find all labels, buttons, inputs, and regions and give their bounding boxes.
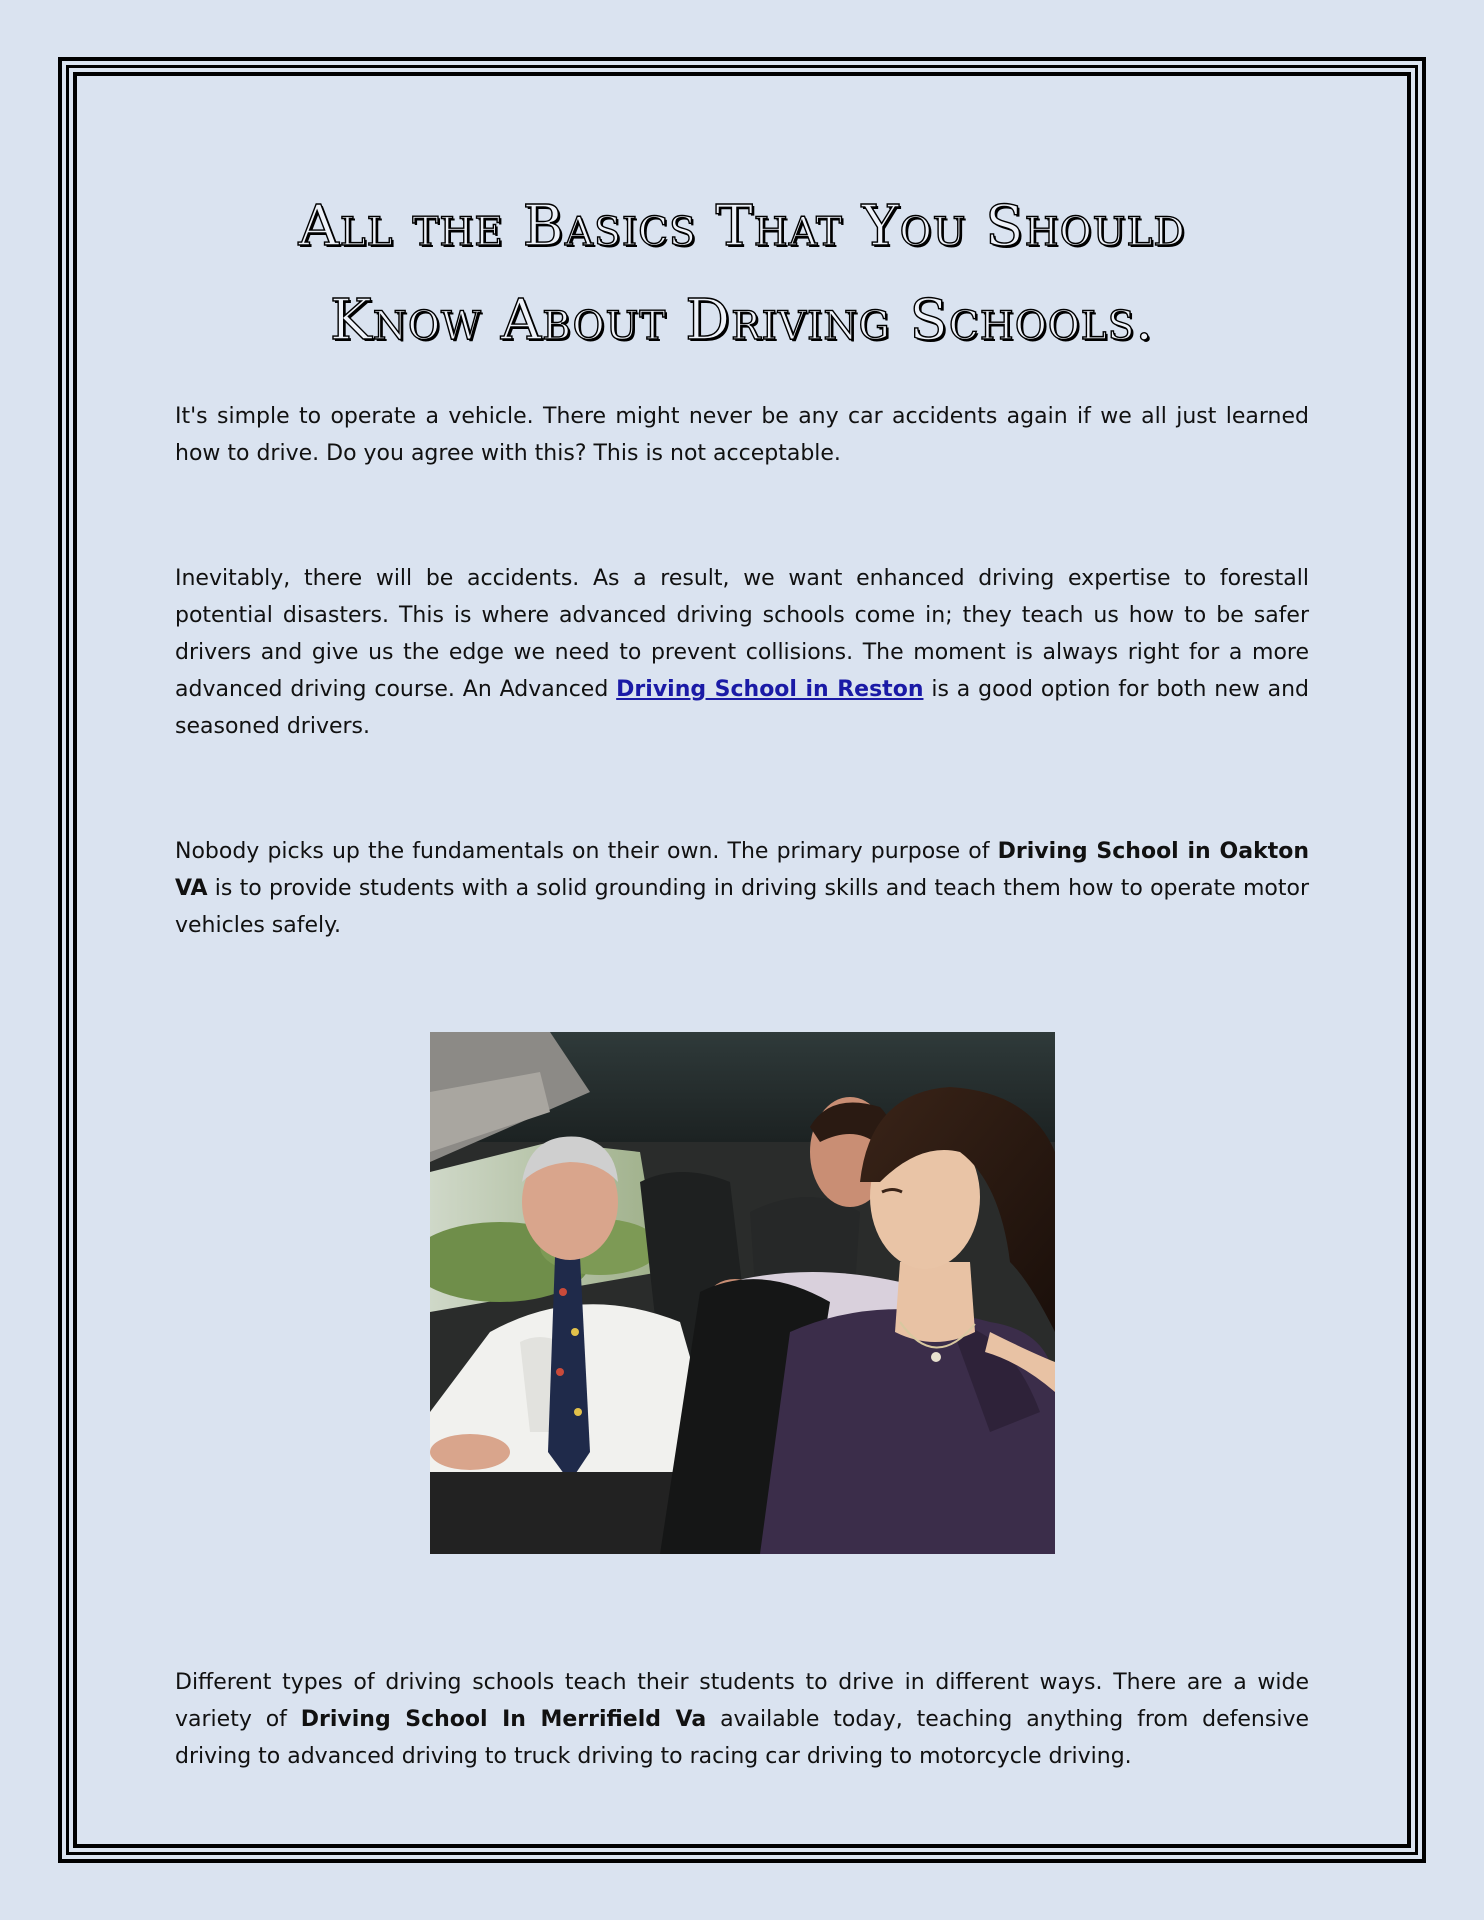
reston-school-link[interactable]: Driving School in Reston — [616, 677, 924, 702]
paragraph-types-text-after: available today, teaching anything from defensive driving to advanced driving to truck driving to racing car driving to motorcycle driving. — [175, 1707, 1309, 1769]
title-line-2: Know About Driving Schools. — [329, 288, 1155, 353]
paragraph-types-text-before: Different types of driving schools teach their students to drive in different ways. There are a wide variety of — [175, 1670, 1309, 1732]
paragraph-accidents-text-before: Inevitably, there will be accidents. As a result, we want enhanced driving expertise to forestall potential disasters. This is where advanced driving schools come in; they teach us how to be safer drivers and give us the edge we need to prevent collisions. The moment is always right for a more advanced driving course. An Advanced — [175, 566, 1309, 702]
page-title — [175, 180, 1309, 368]
driving-lesson-photo — [430, 1032, 1055, 1554]
paragraph-fundamentals-text-after: is to provide students with a solid grounding in driving skills and teach them how to operate motor vehicles safely. — [175, 876, 1309, 938]
paragraph-fundamentals — [175, 833, 1309, 944]
driving-lesson-illustration — [430, 1032, 1055, 1554]
merrifield-school-bold: Driving School In Merrifield Va — [300, 1707, 707, 1732]
paragraph-types — [175, 1664, 1309, 1775]
paragraph-accidents-text-after: is a good option for both new and seasoned drivers. — [175, 677, 1309, 739]
paragraph-accidents — [175, 560, 1309, 745]
document-content — [175, 180, 1309, 1775]
paragraph-intro — [175, 398, 1309, 472]
paragraph-fundamentals-text-before: Nobody picks up the fundamentals on their own. The primary purpose of — [175, 839, 998, 864]
title-line-1: All the Basics That You Should — [298, 194, 1186, 259]
oakton-school-bold: Driving School in Oakton VA — [175, 839, 1309, 901]
paragraph-intro-text: It's simple to operate a vehicle. There might never be any car accidents again if we all just learned how to drive. Do you agree with this? This is not acceptable. — [175, 404, 1309, 466]
